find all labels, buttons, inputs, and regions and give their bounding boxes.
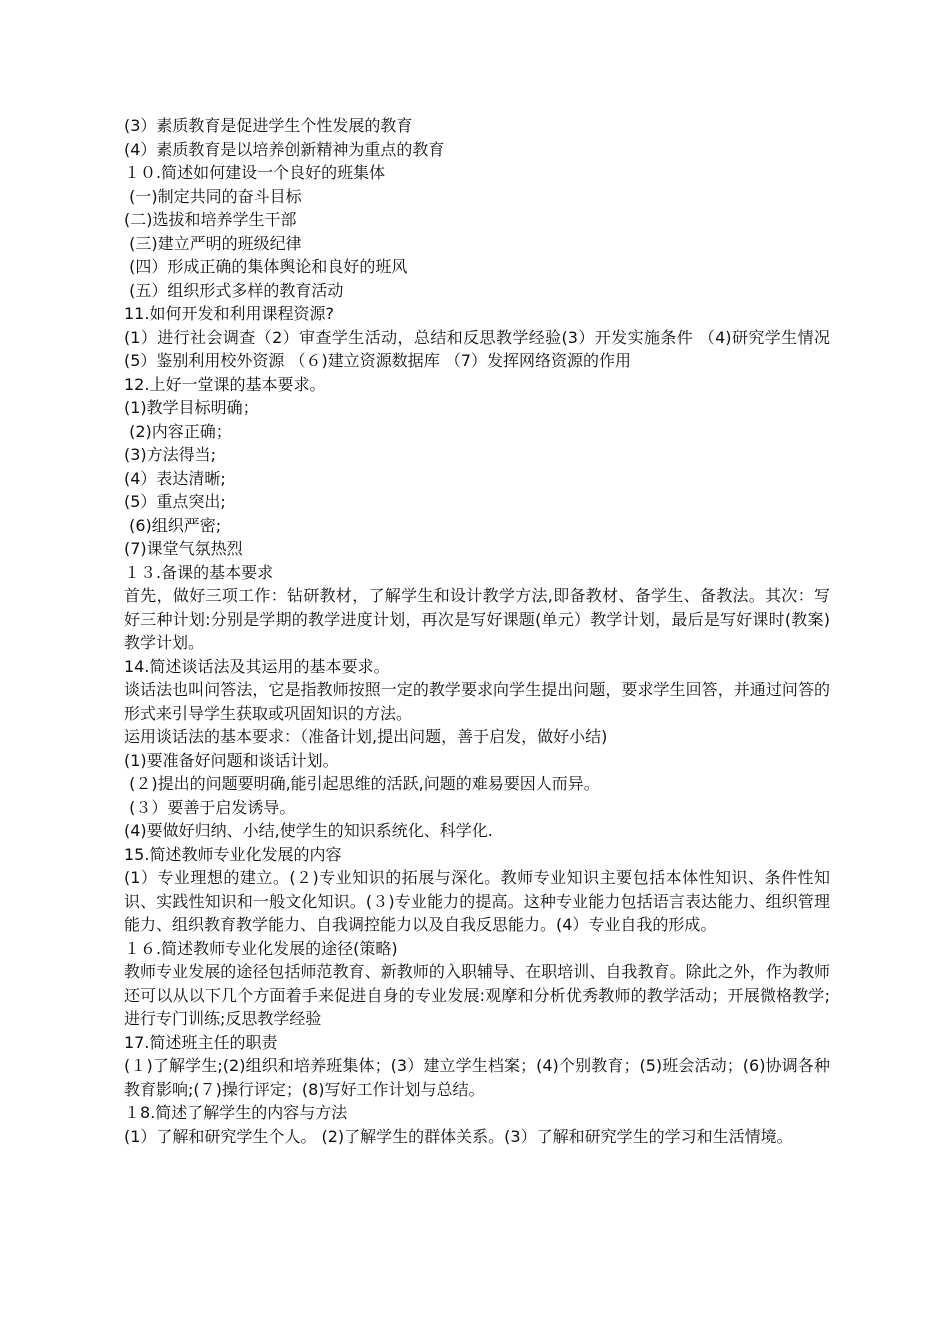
text-line: 运用谈话法的基本要求：（准备计划,提出问题，善于启发，做好小结): [124, 727, 608, 746]
text-line: (五）组织形式多样的教育活动: [124, 280, 344, 300]
paragraph: 首先，做好三项工作：钻研教材，了解学生和设计教学方法,即备教材、备学生、备教法。其次：写好三种计划:分别是学期的教学进度计划，再次是写好课题(单元）教学计划，最后是写好课时(教案)教学计划。: [124, 586, 830, 652]
section-heading: 14.简述谈话法及其运用的基本要求。: [124, 656, 390, 676]
text-line: (四）形成正确的集体舆论和良好的班风: [124, 257, 408, 276]
text-line: (3)方法得当;: [124, 445, 217, 464]
text-line: (２)提出的问题要明确,能引起思维的活跃,问题的难易要因人而异。: [124, 774, 600, 793]
paragraph: (1）了解和研究学生个人。 (2)了解学生的群体关系。(3）了解和研究学生的学习和生活情境。: [124, 1126, 793, 1146]
paragraph: (1）进行社会调查（2）审查学生活动，总结和反思教学经验(3）开发实施条件 （4)研究学生情况 (5）鉴别利用校外资源 （６)建立资源数据库 （7）发挥网络资源的作用: [124, 327, 830, 370]
paragraph: 谈话法也叫问答法，它是指教师按照一定的教学要求向学生提出问题，要求学生回答，并通过问答的形式来引导学生获取或巩固知识的方法。: [124, 680, 830, 723]
text-line: (2)内容正确；: [124, 421, 232, 441]
text-line: (4）素质教育是以培养创新精神为重点的教育: [124, 139, 445, 159]
text-line: (5）重点突出;: [124, 492, 226, 511]
section-heading: 12.上好一堂课的基本要求。: [124, 374, 326, 394]
section-heading: １６.简述教师专业化发展的途径(策略): [124, 938, 398, 958]
text-line: (三)建立严明的班级纪律: [124, 233, 302, 253]
text-line: (1)要准备好问题和谈话计划。: [124, 750, 339, 770]
text-line: (一)制定共同的奋斗目标: [124, 186, 302, 206]
paragraph: (１)了解学生;(2)组织和培养班集体；(3）建立学生档案；(4)个别教育；(5)班会活动；(6)协调各种教育影响;(７)操行评定；(8)写好工作计划与总结。: [124, 1056, 830, 1099]
section-heading: 15.简述教师专业化发展的内容: [124, 844, 342, 864]
text-line: (二)选拔和培养学生干部: [124, 210, 297, 229]
text-line: (4)要做好归纳、小结,使学生的知识系统化、科学化.: [124, 821, 493, 840]
document-page: [124, 114, 830, 1148]
paragraph: (1）专业理想的建立。(２)专业知识的拓展与深化。教师专业知识主要包括本体性知识、条件性知识、实践性知识和一般文化知识。(３)专业能力的提高。这种专业能力包括语言表达能力、组织管理能力、组织教育教学能力、自我调控能力以及自我反思能力。(4）专业自我的形成。: [124, 868, 830, 934]
section-heading: 11.如何开发和利用课程资源?: [124, 304, 334, 323]
paragraph: 教师专业发展的途径包括师范教育、新教师的入职辅导、在职培训、自我教育。除此之外，作为教师还可以从以下几个方面着手来促进自身的专业发展:观摩和分析优秀教师的教学活动；开展微格教学;进行专门训练;反思教学经验: [124, 962, 830, 1028]
text-line: (３）要善于启发诱导。: [124, 797, 296, 817]
text-line: (1)教学目标明确；: [124, 398, 259, 417]
section-heading: １０.简述如何建设一个良好的班集体: [124, 163, 386, 182]
text-line: (4）表达清晰;: [124, 468, 226, 488]
text-line: (7)课堂气氛热烈: [124, 539, 243, 558]
section-heading: 17.简述班主任的职责: [124, 1032, 278, 1052]
section-heading: １３.备课的基本要求: [124, 562, 274, 582]
text-line: (6)组织严密;: [124, 515, 222, 535]
section-heading: １8.简述了解学生的内容与方法: [124, 1103, 348, 1122]
text-line: (3）素质教育是促进学生个性发展的教育: [124, 116, 413, 135]
